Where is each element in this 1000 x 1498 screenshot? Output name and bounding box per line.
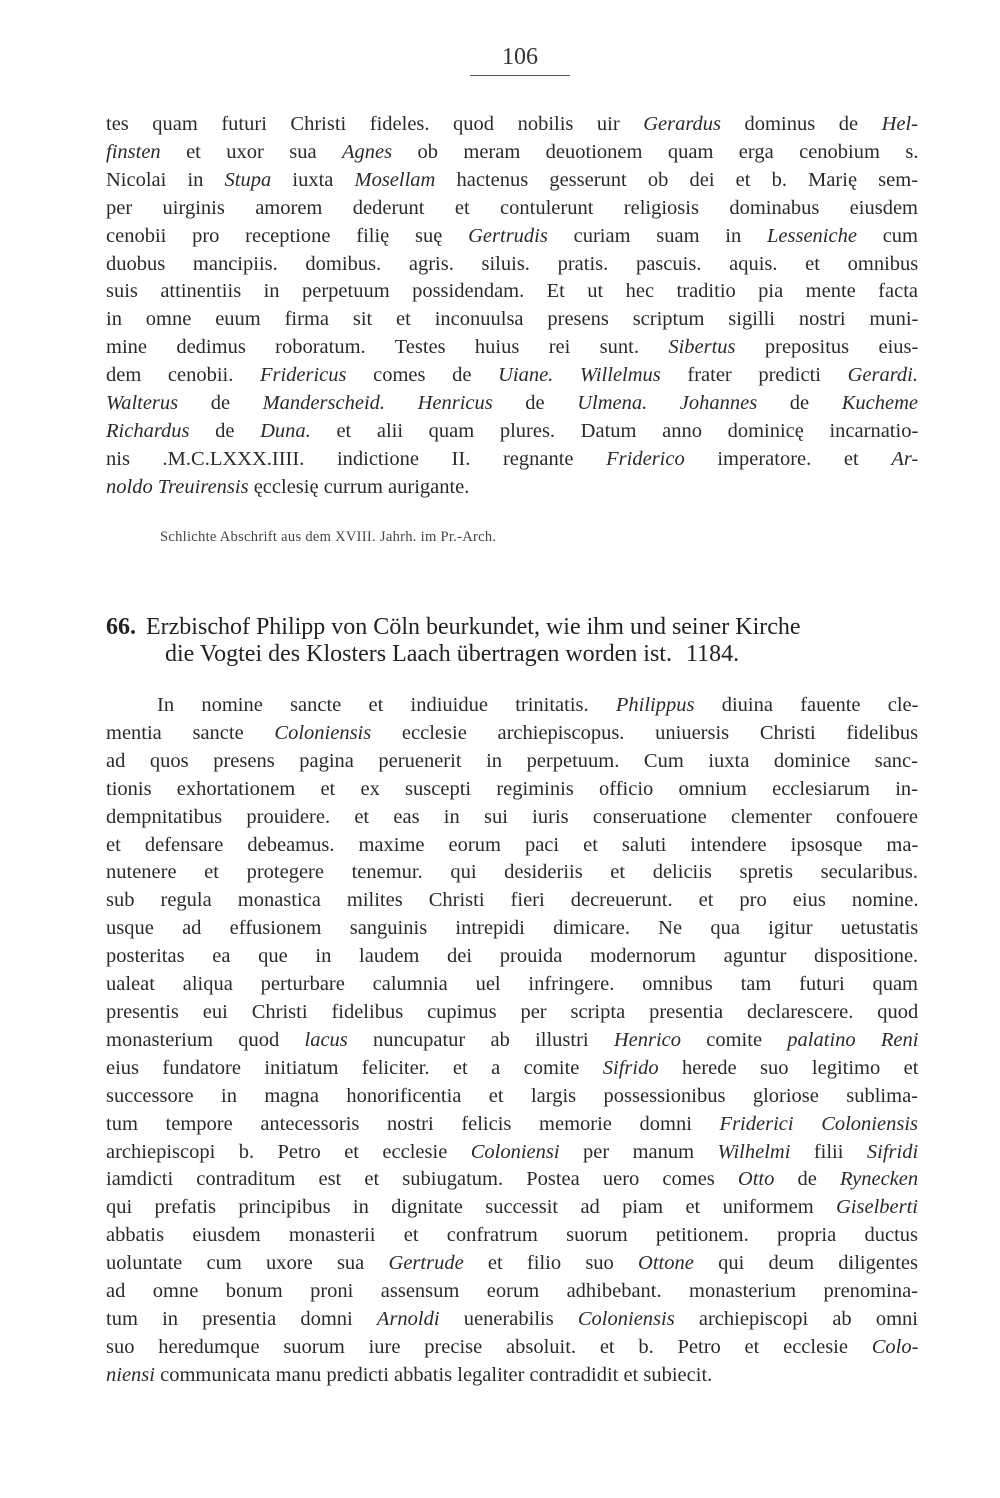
text-run [385,392,418,414]
text-line [106,111,918,139]
text-run: frater predicti [660,364,848,387]
text-run: per uirginis amorem dederunt et contulerunt religiosis dominabus eiusdem [106,196,918,219]
italic-name: Manderscheid. [262,392,386,415]
text-run: per manum [559,1140,718,1163]
text-run: qui deum diligentes [693,1252,918,1275]
italic-name: Coloniensis [577,1307,675,1330]
text-line [106,278,918,306]
italic-name: Colo- [871,1335,919,1358]
text-run: archiepiscopi b. Petro et ecclesie [106,1140,471,1163]
text-line [106,167,918,195]
italic-name: Sifrido [602,1056,659,1079]
text-line [106,418,918,446]
italic-name: Willelmus [579,364,661,387]
italic-name: Arnoldi [376,1307,440,1330]
text-run: nutenere et protegere tenemur. qui desideriis et deliciis spretis secularibus. [106,861,918,884]
text-line [106,859,918,887]
document-heading [106,614,918,668]
italic-name: niensi [106,1363,155,1386]
text-line [106,251,918,279]
text-run: ad quos presens pagina peruenerit in perpetuum. Cum iuxta dominice sanc- [106,749,918,772]
text-run: eius fundatore initiatum feliciter. et a comite [106,1056,603,1079]
text-line [106,1250,918,1278]
text-run: ob meram deuotionem quam erga cenobium s. [392,140,919,163]
text-run: et defensare debeamus. maxime eorum paci et saluti intendere ipsosque ma- [106,833,919,856]
text-run: suis attinentiis in perpetuum possidendam. Et ut hec traditio pia mente facta [106,280,918,303]
italic-name: Henricus [417,392,493,415]
text-run: duobus mancipiis. domibus. agris. siluis. pratis. pascuis. aquis. et omnibus [106,252,919,275]
text-run: dominus de [721,113,882,135]
text-run: cum [856,224,918,247]
text-line [106,306,918,334]
heading-line-1: Erzbischof Philipp von Cöln beurkundet, wie ihm und seiner Kirche [146,614,801,640]
heading-line-2: die Vogtei des Klosters Laach übertragen worden ist. [165,641,672,667]
italic-name: Kucheme [841,392,918,415]
text-run: curiam suam in [547,224,767,247]
text-line [106,1194,918,1222]
italic-name: Philippus [615,694,695,716]
text-run: suo heredumque suorum iure precise absoluit. et b. Petro et ecclesie [106,1335,872,1358]
italic-name: Walterus [106,392,179,415]
italic-name: noldo Treuirensis [106,475,249,498]
italic-name: Gerardi. [847,364,918,387]
text-line [106,1027,918,1055]
text-line [106,971,918,999]
italic-name: Ulmena. [577,392,648,415]
italic-name: Sibertus [668,336,736,359]
italic-name: Uiane. [498,364,554,387]
text-run: tum in presentia domni [106,1307,377,1330]
italic-name: Gertrudis [468,224,548,247]
text-run: uenerabilis [439,1307,578,1330]
italic-name: Wilhelmi [717,1140,791,1163]
text-run: in omne euum firma sit et inconuulsa presens scriptum sigilli nostri muni- [106,308,919,331]
text-line [106,776,918,804]
text-line [106,1306,918,1334]
text-run: imperatore. et [684,447,892,470]
document-number: 66. [106,614,136,640]
text-run: nuncupatur ab illustri [347,1028,614,1051]
italic-name: Duna. [260,419,311,442]
italic-name: Coloniensis [274,721,372,744]
italic-name: Ar- [891,447,919,470]
text-run: de [492,392,578,415]
text-line [106,1334,918,1362]
text-line [106,1222,918,1250]
page-number-rule [470,75,570,76]
text-line [106,943,918,971]
text-run: de [189,419,261,442]
text-run: et alii quam plures. Datum anno dominicę incarnatio- [310,419,919,442]
page-number: 106 [502,44,538,70]
italic-name: Lesseniche [767,224,857,247]
text-run: abbatis eiusdem monasterii et confratrum suorum petitionem. propria ductus [106,1224,918,1247]
text-run: sub regula monastica milites Christi fieri decreuerunt. et pro eius nomine. [106,889,919,912]
charter-text-end [106,111,918,502]
text-run: et uxor sua [160,140,342,163]
text-run: dem cenobii. [106,364,260,387]
text-run: mentia sancte [106,721,275,744]
text-run: usque ad effusionem sanguinis intrepidi dimicare. Ne qua igitur uetustatis [106,917,919,940]
italic-name: Gertrude [388,1252,464,1275]
text-line [106,804,918,832]
text-line [106,1278,918,1306]
italic-name: Richardus [106,419,190,442]
text-run: monasterium quod [106,1028,305,1051]
text-line [106,139,918,167]
text-run: tum tempore antecessoris nostri felicis memorie domni [106,1112,720,1135]
text-line [106,1139,918,1167]
text-line [106,692,918,720]
text-run: filii [790,1140,867,1163]
text-run: diuina fauente cle- [694,694,919,716]
italic-name: Sifridi [866,1140,919,1163]
text-line [106,362,918,390]
text-line [106,832,918,860]
text-run: comes de [346,364,499,387]
text-line [106,390,918,418]
italic-name: Rynecken [839,1168,919,1191]
text-run: communicata manu predicti abbatis legaliter contradidit et subiecit. [154,1363,713,1386]
italic-name: Coloniensi [470,1140,560,1163]
text-line [106,1083,918,1111]
text-line [106,887,918,915]
text-run: ęcclesię currum aurigante. [248,475,470,498]
italic-name: palatino Reni [787,1028,919,1051]
text-run: tes quam futuri Christi fideles. quod nobilis uir [106,113,644,135]
text-line [106,446,918,474]
text-run: qui prefatis principibus in dignitate successit ad piam et uniformem [106,1196,836,1219]
text-run: ad omne bonum proni assensum eorum adhibebant. monasterium prenomina- [106,1280,918,1303]
italic-name: Otto [737,1168,775,1191]
italic-name: Hel- [881,113,918,135]
text-run: ecclesie archiepiscopus. uniuersis Christi fidelibus [371,721,919,744]
text-run: In nomine sancte et indiuidue trinitatis. [157,694,616,716]
text-run: de [757,392,842,415]
text-run: ualeat aliqua perturbare calumnia uel infringere. omnibus tam futuri quam [106,973,918,996]
text-run: de [774,1168,840,1191]
text-run: herede suo legitimo et [658,1056,919,1079]
text-run: tionis exhortationem et ex suscepti regiminis officio omnium ecclesiarum in- [106,777,918,800]
text-line [106,748,918,776]
text-run: iuxta [271,168,355,191]
text-line [106,999,918,1027]
text-line [106,1111,918,1139]
text-line [106,1166,918,1194]
italic-name: Johannes [679,392,758,415]
italic-name: Fridericus [259,364,347,387]
text-run: posteritas ea que in laudem dei prouida modernorum aguntur dispositione. [106,945,919,968]
text-run: hactenus gesserunt ob dei et b. Marię sem- [435,168,919,191]
text-line [106,1362,918,1390]
text-run: mine dedimus roboratum. Testes huius rei sunt. [106,336,669,359]
italic-name: lacus [304,1028,348,1051]
italic-name: Giselberti [836,1196,918,1219]
text-line [106,1055,918,1083]
text-run: prepositus eius- [735,336,919,359]
text-line [106,720,918,748]
text-run: iamdicti contraditum est et subiugatum. Postea uero comes [106,1168,738,1191]
text-run [553,364,580,386]
italic-name: Stupa [224,168,272,191]
text-line [106,223,918,251]
text-line [106,474,918,502]
text-run: et filio suo [463,1252,639,1275]
text-run: presentis eui Christi fidelibus cupimus per scripta presentia declarescere. quod [106,1000,919,1023]
text-line [106,915,918,943]
text-run: de [178,392,263,415]
italic-name: Agnes [341,140,393,163]
italic-name: Friderico [606,447,685,470]
italic-name: finsten [106,140,161,163]
text-line [106,195,918,223]
text-run: comite [681,1028,788,1051]
document-year: 1184. [685,641,740,667]
text-run: dempnitatibus prouidere. et eas in sui iuris conseruatione clementer confouere [106,805,918,828]
text-line [106,334,918,362]
italic-name: Friderici Coloniensis [719,1112,919,1135]
text-run: Nicolai in [106,168,225,191]
text-run: uoluntate cum uxore sua [106,1252,389,1275]
text-run: archiepiscopi ab omni [674,1307,918,1330]
text-run: cenobii pro receptione filię suę [106,224,469,247]
italic-name: Mosellam [354,168,436,191]
italic-name: Ottone [638,1252,694,1275]
text-run [647,392,680,414]
charter-text-66 [106,692,918,1390]
italic-name: Gerardus [643,113,722,135]
text-run: successore in magna honorificentia et largis possessionibus gloriose sublima- [106,1084,918,1107]
source-note: Schlichte Abschrift aus dem XVIII. Jahrh. im Pr.-Arch. [160,529,497,545]
text-run: nis .M.C.LXXX.IIII. indictione II. regnante [106,447,607,470]
italic-name: Henrico [613,1028,682,1051]
